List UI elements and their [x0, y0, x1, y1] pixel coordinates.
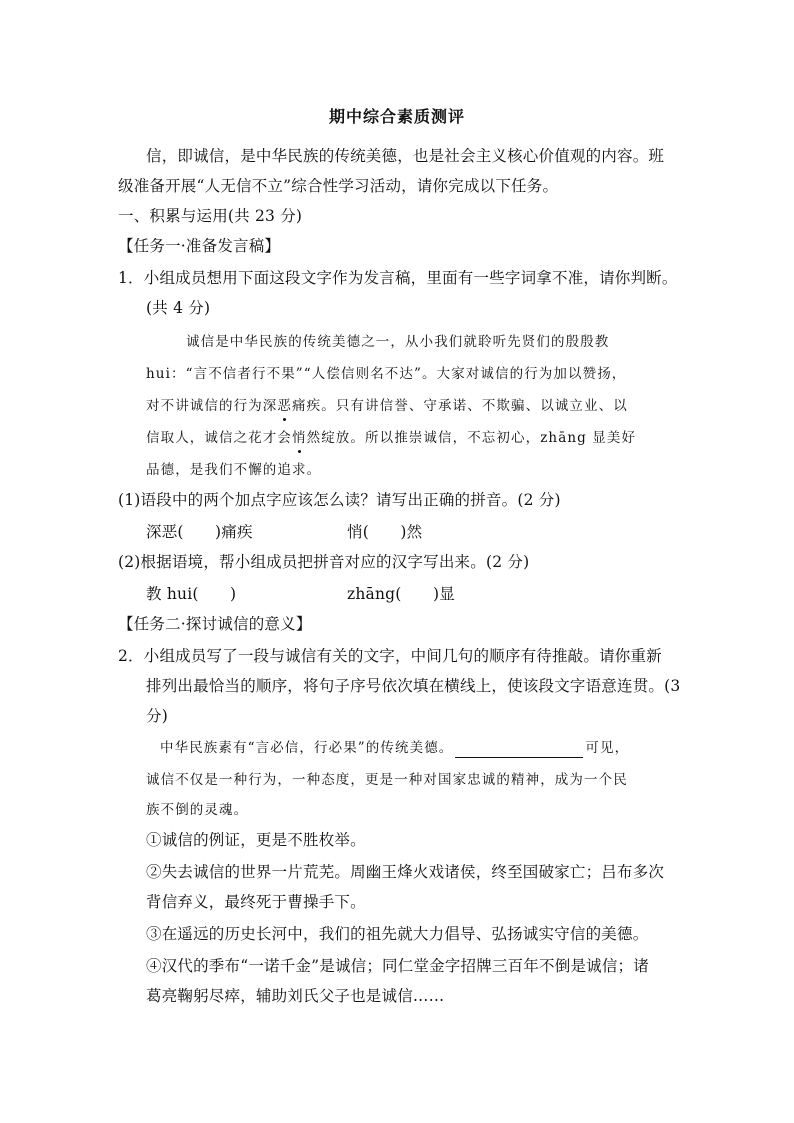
task-two-heading: 【任务二·探讨诚信的意义】 — [118, 615, 312, 633]
section-heading: 一、积累与运用(共 23 分) — [118, 207, 303, 225]
passage-1-line-2: hui：“言不信者行不果”“人偿信则名不达”。大家对诚信的行为加以赞扬， — [146, 366, 627, 382]
passage-1-line-3-pre: 对不讲诚信的行为深 — [146, 398, 278, 414]
intro-line-2: 级准备开展“人无信不立”综合性学习活动，请你完成以下任务。 — [118, 177, 559, 195]
subquestion-1-item-1: 深恶( )痛疾 — [146, 523, 253, 541]
question-1-line-1: 1．小组成员想用下面这段文字作为发言稿，里面有一些字词拿不准，请你判断。 — [118, 269, 678, 287]
option-4-line-2: 葛亮鞠躬尽瘁，辅助刘氏父子也是诚信…… — [146, 987, 445, 1005]
subquestion-2-item-2: zhāng( )显 — [347, 585, 455, 603]
option-3: ③在遥远的历史长河中，我们的祖先就大力倡导、弘扬诚实守信的美德。 — [146, 925, 649, 943]
option-1: ①诚信的例证，更是不胜枚举。 — [146, 831, 366, 849]
option-4-line-1: ④汉代的季布“一诺千金”是诚信；同仁堂金字招牌三百年不倒是诚信；诸 — [146, 957, 649, 975]
page-title: 期中综合素质测评 — [328, 107, 465, 126]
passage-1-line-4-pre: 信取人，诚信之花才会 — [146, 430, 292, 446]
emphasis-dot-char: 恶 — [277, 398, 293, 414]
emphasis-dot-char: 悄 — [292, 430, 307, 446]
subquestion-2-item-1: 教 hui( ) — [146, 585, 237, 603]
subquestion-1-item-2: 悄( )然 — [347, 523, 423, 541]
intro-line-1: 信，即诚信，是中华民族的传统美德，也是社会主义核心价值观的内容。班 — [146, 147, 665, 165]
subquestion-2: (2)根据语境，帮小组成员把拼音对应的汉字写出来。(2 分) — [118, 553, 530, 571]
question-2-line-3: 分) — [146, 707, 168, 725]
passage-1-line-3-post: 痛疾。只有讲信誉、守承诺、不欺骗、以诚立业、以 — [292, 398, 628, 414]
question-1-line-2: (共 4 分) — [146, 299, 211, 317]
option-2-line-1: ②失去诚信的世界一片荒芜。周幽王烽火戏诸侯，终至国破家亡；吕布多次 — [146, 863, 665, 881]
passage-2-line-1-post: 可见， — [585, 740, 630, 756]
passage-1-line-3 — [146, 396, 628, 416]
question-2-line-1: 2．小组成员写了一段与诚信有关的文字，中间几句的顺序有待推敲。请你重新 — [118, 647, 662, 665]
passage-2-line-3: 族不倒的灵魂。 — [146, 802, 249, 818]
answer-blank[interactable] — [455, 743, 583, 758]
passage-2-line-2: 诚信不仅是一种行为，一种态度，更是一种对国家忠诚的精神，成为一个民 — [146, 772, 628, 788]
question-2-line-2: 排列出最恰当的顺序，将句子序号依次填在横线上，使该段文字语意连贯。(3 — [146, 677, 681, 695]
passage-2-line-1 — [160, 738, 629, 758]
option-2-line-2: 背信弃义，最终死于曹操手下。 — [146, 893, 366, 911]
passage-1-line-5: 品德，是我们不懈的追求。 — [146, 462, 322, 478]
passage-2-line-1-pre: 中华民族素有“言必信，行必果”的传统美德。 — [160, 740, 454, 756]
task-one-heading: 【任务一·准备发言稿】 — [118, 237, 281, 255]
passage-1-line-4-post: 然绽放。所以推崇诚信，不忘初心，zhāng 显美好 — [306, 430, 637, 446]
passage-1-line-4 — [146, 428, 636, 448]
subquestion-1: (1)语段中的两个加点字应该怎么读？请写出正确的拼音。(2 分) — [118, 491, 561, 509]
passage-1-line-1: 诚信是中华民族的传统美德之一，从小我们就聆听先贤们的殷殷教 — [186, 334, 610, 350]
